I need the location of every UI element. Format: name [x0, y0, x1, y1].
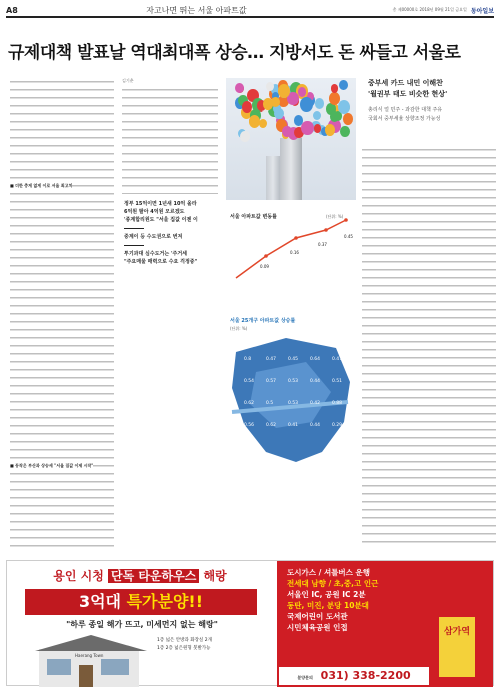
divider [124, 228, 144, 229]
balloon-icon [278, 84, 290, 98]
sidebar-headline-line: '월권부 태도 비슷한 현상' [368, 90, 448, 98]
ad-feature: 도시가스 / 셔틀버스 운행 [287, 568, 371, 577]
trend-line [236, 220, 346, 278]
district-value: 0.56 [244, 423, 255, 428]
ad-title-location: 용인 시청 [53, 569, 104, 583]
ad-feature: 전세대 남향 / 초,중,고 인근 [287, 579, 379, 588]
ad-station-badge [439, 617, 475, 677]
balloon-icon [339, 80, 348, 90]
district-value: 0.5 [266, 401, 274, 406]
balloon-icon [271, 97, 280, 107]
page-number: A8 [6, 5, 18, 15]
ad-feature: 서울인 IC, 공원 IC 2분 [287, 590, 366, 599]
pull-quote [124, 200, 216, 266]
sidebar-body [362, 146, 496, 544]
house-window [47, 659, 71, 675]
district-value: 0.51 [332, 379, 343, 384]
district-value: 0.44 [310, 423, 321, 428]
townhouse-illustration [31, 633, 151, 687]
balloon-icon [338, 100, 350, 114]
apartment-building [266, 156, 280, 200]
balloon-icon [343, 113, 353, 125]
chart-title: 서울 아파트값 변동률 [230, 214, 277, 220]
sidebar-subhead-line: 국회서 중부세율 상향조정 가능성 [368, 116, 441, 122]
balloon-icon [325, 124, 335, 136]
quote-line: 투기과대 심수도거는 '주거세 [124, 251, 187, 257]
balloon-icon [240, 131, 250, 142]
district-value: 0.44 [310, 379, 321, 384]
price-change-line-chart [226, 208, 356, 308]
article-body-column-2 [122, 86, 218, 194]
quote-line: '종계합리원도 "서울 집값 이젠 이 [124, 217, 198, 223]
ad-phone [279, 667, 429, 685]
issue-date: 총 제00000호 2018년 09월 21일 금요일 [392, 7, 467, 12]
quote-line: 6억원 팔아 4억원 모르겠도 [124, 209, 185, 215]
district-value: 0.62 [266, 423, 277, 428]
divider [124, 245, 144, 246]
balloon-house-photo [226, 78, 356, 200]
sidebar-subhead [368, 106, 494, 124]
sidebar-headline-line: 중부세 카드 내민 이해찬 [368, 79, 443, 87]
data-label: 0.16 [290, 250, 299, 255]
masthead [6, 4, 494, 18]
data-point [264, 254, 268, 258]
sidebar-subhead-line: 총리식 얼 민주 - 과감한 대책 주유 [368, 107, 443, 113]
ad-price-banner [25, 589, 257, 615]
newspaper-logo: 동아일보 [470, 7, 494, 15]
article-body-column-1 [10, 78, 114, 548]
phone-label: 분양문의 [297, 675, 313, 680]
district-value: 0.53 [288, 379, 299, 384]
ad-features [287, 567, 427, 633]
balloon-icon [282, 126, 292, 138]
district-value: 0.64 [310, 357, 321, 362]
seoul-district-map [226, 312, 356, 522]
quote-line: 정부 15억이면 1년새 10억 올라 [124, 201, 197, 207]
data-point [344, 218, 348, 222]
balloon-icon [315, 98, 325, 109]
ad-floor-plan-notes [157, 637, 267, 653]
ad-title-highlight: 단독 타운하우스 [108, 569, 199, 583]
ad-special-sale: 특가분양!! [126, 592, 204, 611]
section-title: 자고나면 뛰는 서울 아파트값 [146, 5, 247, 15]
townhouse-advertisement [6, 560, 494, 686]
ad-feature: 국제어린이 도서관 [287, 612, 348, 621]
sidebar-headline [368, 78, 494, 100]
house-sign: Haerang Town [75, 653, 104, 658]
data-label: 0.09 [260, 264, 269, 269]
house-window [101, 659, 129, 675]
district-value: 0.57 [266, 379, 277, 384]
plan-note: 1층 넓은 안방과 화장실 2개 [157, 638, 212, 643]
ad-right-panel [277, 561, 493, 687]
map-title: 서울 25개구 아파트값 상승률 [230, 318, 296, 324]
district-value: 0.88 [332, 401, 343, 406]
ad-tagline: "하루 종일 해가 뜨고, 미세먼지 없는 해랑" [66, 620, 218, 629]
district-value: 0.41 [288, 423, 299, 428]
house-door [79, 665, 93, 687]
district-value: 0.47 [266, 357, 277, 362]
ad-feature: 동탄, 미진, 분당 10분대 [287, 601, 369, 610]
ad-price: 3억대 [78, 592, 122, 611]
district-value: 0.47 [332, 357, 343, 362]
quote-line: "주요매물 매력으로 수요 걱정중" [124, 259, 198, 265]
phone-number: 031) 338-2200 [320, 669, 411, 682]
data-point [294, 236, 298, 240]
balloon-icon [313, 111, 321, 120]
chart-unit: (단위: %) [326, 214, 344, 219]
balloon-icon [249, 115, 260, 128]
apartment-building [280, 138, 302, 200]
data-label: 0.45 [344, 234, 353, 239]
balloon-icon [340, 126, 350, 137]
balloon-icon [300, 97, 313, 112]
station-name: 삼가역 [443, 627, 471, 637]
data-point [324, 228, 328, 232]
district-value: 0.29 [332, 423, 343, 428]
ad-feature: 시민체육공원 인접 [287, 623, 348, 632]
district-value: 0.62 [244, 401, 255, 406]
byline: 김기춘 [122, 78, 134, 83]
balloon-icon [266, 82, 274, 91]
subhead-2: ■ 동작은 부산과 상승세 "서울 집값 이제 시작" [10, 463, 94, 468]
district-value: 0.54 [244, 379, 255, 384]
district-value: 0.53 [288, 401, 299, 406]
plan-note: 1층 2층 넓은원형 붓발가능 [157, 646, 211, 651]
house-roof [35, 635, 147, 651]
ad-title [11, 567, 269, 584]
district-value: 0.45 [288, 357, 299, 362]
balloon-icon [235, 83, 244, 93]
map-unit: (단위: %) [230, 326, 248, 331]
district-value: 0.8 [244, 357, 252, 362]
balloon-icon [298, 87, 307, 97]
district-value: 0.42 [310, 401, 321, 406]
subhead-1: ■ 더한 층게 없게 이로 서울 최고치 [10, 183, 73, 188]
quote-line: 중계이 등 수도권으로 번져 [124, 234, 183, 240]
data-label: 0.37 [318, 242, 327, 247]
balloon-icon [331, 84, 338, 93]
balloon-icon [301, 121, 314, 135]
ad-title-brand: 해랑 [203, 569, 227, 583]
ad-left-panel [7, 561, 277, 687]
page-headline: 규제대책 발표날 역대최대폭 상승… 지방서도 돈 싸들고 서울로 [8, 43, 461, 63]
